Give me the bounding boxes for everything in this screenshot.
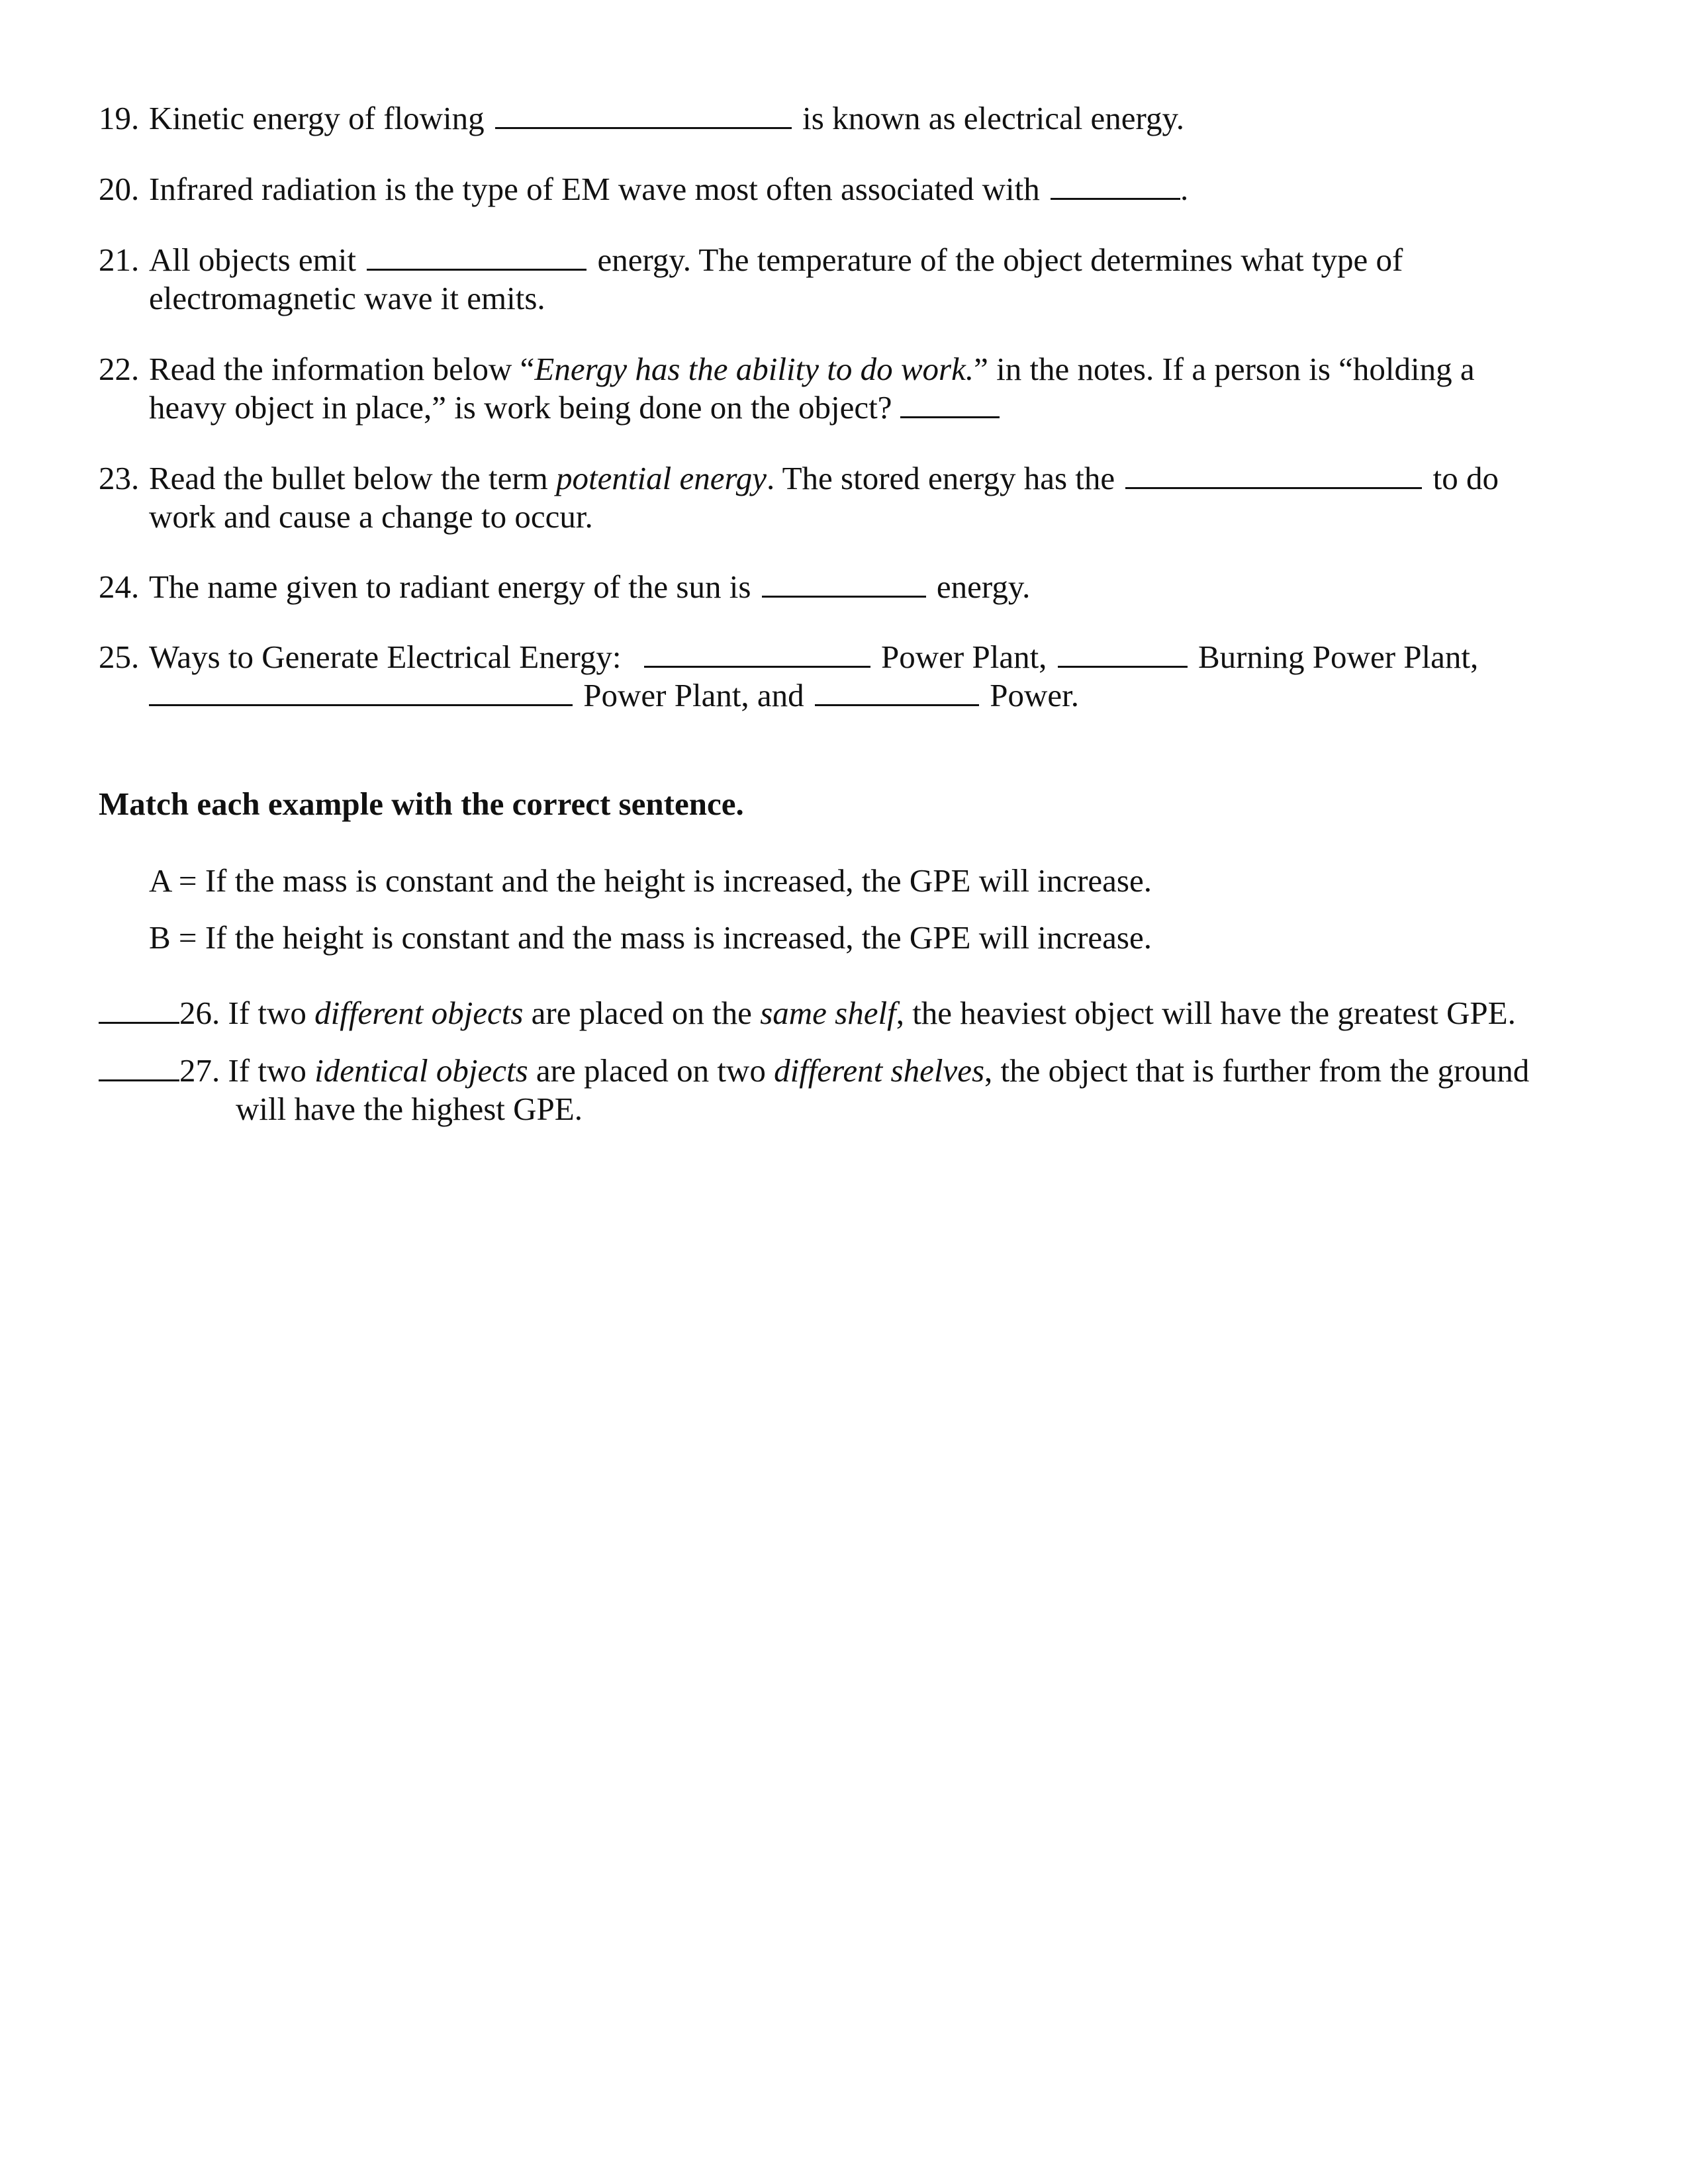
- answer-blank[interactable]: [1125, 461, 1422, 489]
- question-number: 21.: [99, 242, 140, 278]
- question-text: heavy object in place,” is work being done on the object?: [149, 389, 892, 426]
- answer-blank[interactable]: [99, 1053, 179, 1081]
- question-text: ” in the notes. If a person is “holding a: [974, 351, 1475, 387]
- question-italic-text: same shelf: [760, 995, 896, 1031]
- question-text: are placed on the: [523, 995, 761, 1031]
- question-italic-text: identical objects: [314, 1052, 528, 1089]
- question-26: [99, 994, 1516, 1032]
- question-text: 27. If two: [179, 1052, 315, 1089]
- question-text: Power Plant,: [881, 639, 1047, 675]
- question-19: [99, 99, 1588, 138]
- question-text-continued: electromagnetic wave it emits.: [149, 280, 545, 316]
- question-24: [99, 568, 1588, 606]
- question-21: [99, 241, 1588, 318]
- question-22: [99, 350, 1588, 427]
- question-text: are placed on two: [528, 1052, 774, 1089]
- question-number: 22.: [99, 351, 140, 387]
- question-text: Read the bullet below the term: [149, 460, 557, 496]
- question-25: [99, 638, 1588, 715]
- question-text: Kinetic energy of flowing: [149, 100, 485, 136]
- answer-blank[interactable]: [1051, 171, 1180, 200]
- question-text: The name given to radiant energy of the sun is: [149, 569, 751, 605]
- question-text: Ways to Generate Electrical Energy:: [149, 639, 622, 675]
- answer-blank[interactable]: [495, 101, 792, 129]
- answer-blank[interactable]: [762, 569, 926, 598]
- question-number: 23.: [99, 460, 140, 496]
- match-key-a: A = If the mass is constant and the height is increased, the GPE will increase.: [149, 862, 1152, 899]
- question-italic-text: different shelves: [774, 1052, 985, 1089]
- question-text: Read the information below “: [149, 351, 535, 387]
- question-23: [99, 459, 1588, 536]
- answer-blank[interactable]: [1058, 639, 1188, 668]
- question-number: 25.: [99, 639, 140, 675]
- question-italic-text: different objects: [314, 995, 524, 1031]
- question-italic-text: Energy has the ability to do work.: [534, 351, 974, 387]
- question-number: 24.: [99, 569, 140, 605]
- question-text: , the heaviest object will have the greatest GPE.: [896, 995, 1516, 1031]
- question-text: All objects emit: [149, 242, 356, 278]
- question-text: Infrared radiation is the type of EM wave most often associated with: [149, 171, 1040, 207]
- question-text: .: [1180, 171, 1189, 207]
- question-text-continued: will have the highest GPE.: [236, 1091, 583, 1127]
- section-heading: Match each example with the correct sentence.: [99, 786, 744, 822]
- answer-blank[interactable]: [815, 678, 979, 706]
- question-text: 26. If two: [179, 995, 315, 1031]
- question-text: to do: [1432, 460, 1499, 496]
- question-text: is known as electrical energy.: [802, 100, 1185, 136]
- question-italic-text: potential energy: [556, 460, 767, 496]
- question-text: Power Plant, and: [583, 677, 804, 713]
- question-text: , the object that is further from the ground: [984, 1052, 1530, 1089]
- question-text-continued: work and cause a change to occur.: [149, 498, 593, 535]
- question-20: [99, 170, 1588, 208]
- answer-blank[interactable]: [644, 639, 870, 668]
- answer-blank[interactable]: [99, 995, 179, 1024]
- match-key-b: B = If the height is constant and the mass is increased, the GPE will increase.: [149, 919, 1152, 956]
- question-text: Burning Power Plant,: [1197, 639, 1479, 675]
- question-text: energy.: [936, 569, 1031, 605]
- question-number: 20.: [99, 171, 140, 207]
- question-text: . The stored energy has the: [767, 460, 1115, 496]
- answer-blank[interactable]: [367, 242, 586, 271]
- question-text: energy. The temperature of the object determines what type of: [597, 242, 1403, 278]
- question-number: 19.: [99, 100, 140, 136]
- question-text: Power.: [990, 677, 1079, 713]
- question-text-continued: [99, 388, 1588, 427]
- answer-blank[interactable]: [900, 390, 1000, 418]
- question-27: [99, 1052, 1529, 1128]
- answer-blank[interactable]: [149, 678, 573, 706]
- question-text-continued: [99, 676, 1588, 715]
